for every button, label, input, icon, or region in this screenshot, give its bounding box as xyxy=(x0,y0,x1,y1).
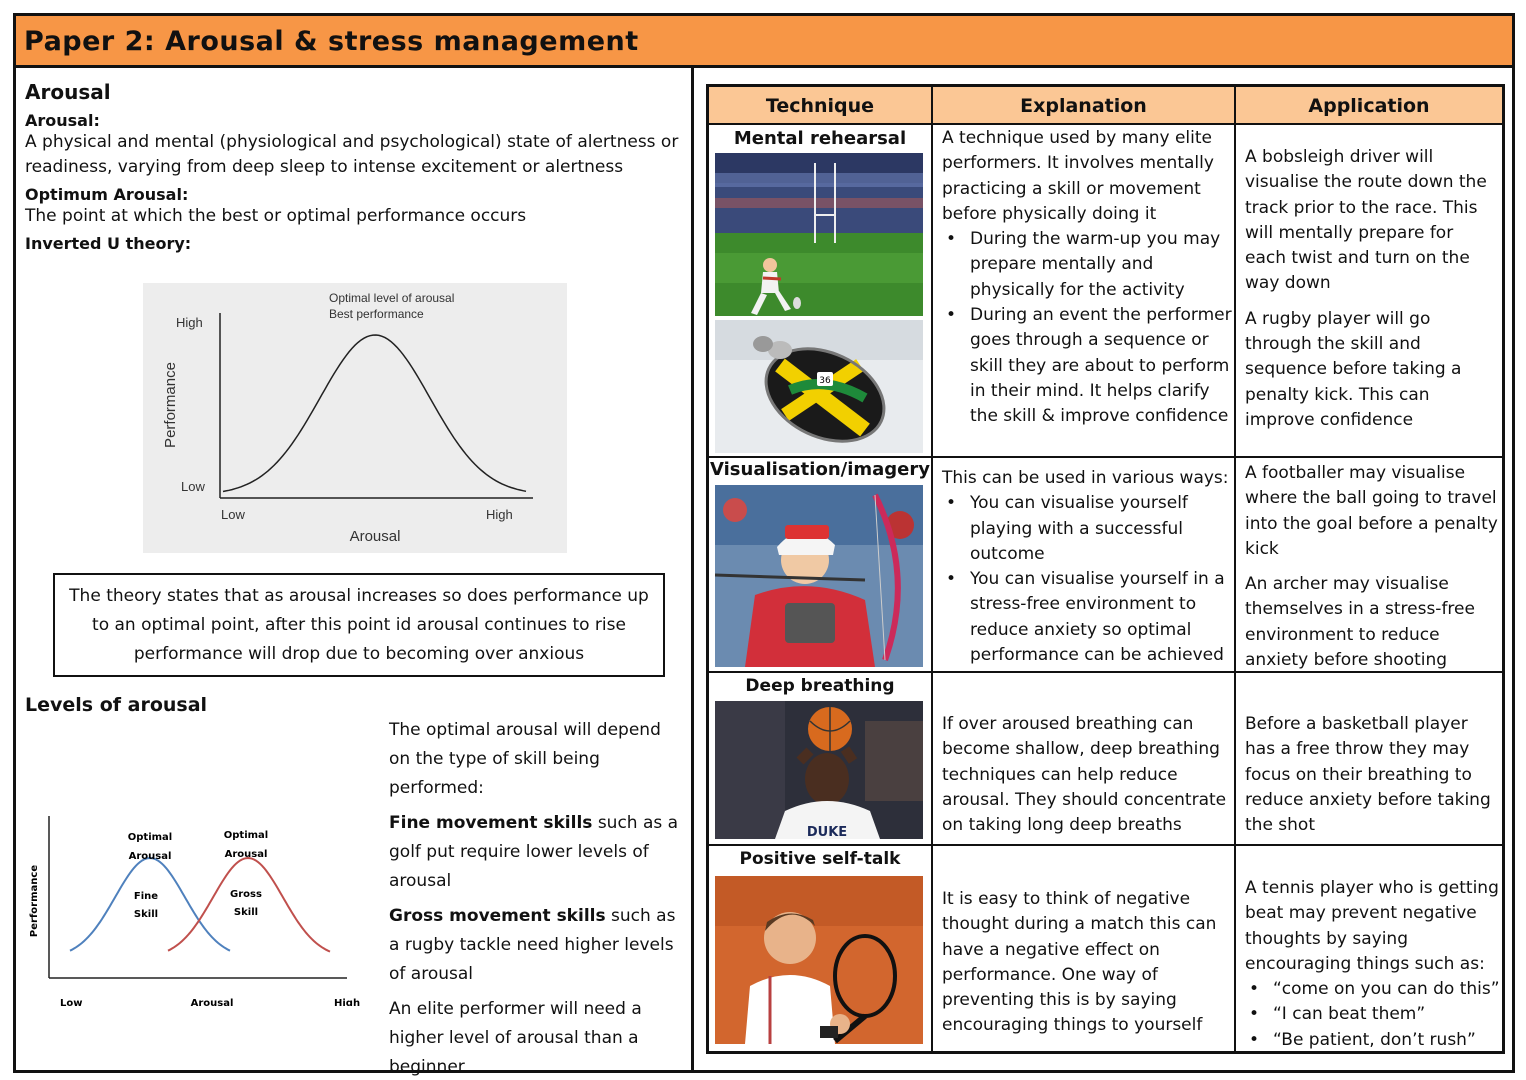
technique-visualisation: Visualisation/imagery xyxy=(710,459,930,480)
application-paragraph: A footballer may visualise where the ball going to travel into the goal before a penalty kick xyxy=(1245,463,1498,559)
annotation-line-2: Best performance xyxy=(329,307,424,321)
gross-movement-paragraph xyxy=(389,902,684,989)
arousal-definition-title: Arousal: xyxy=(25,111,100,130)
theory-line-3: performance will drop due to becoming over anxious xyxy=(133,644,585,664)
levels-of-arousal-chart xyxy=(25,806,365,1006)
levels-x-label: Arousal xyxy=(190,998,234,1006)
theory-line-2: to an optimal point, after this point id arousal continues to rise xyxy=(92,615,626,635)
gross-label-1: Gross xyxy=(230,889,262,900)
col-divider-1 xyxy=(931,87,933,1051)
rugby-kicker-photo xyxy=(715,153,923,316)
page-title: Paper 2: Arousal & stress management xyxy=(24,26,639,57)
fine-skill-curve xyxy=(70,858,230,951)
bullet-item: • During the warm-up you may prepare mentally and physically for the activity xyxy=(942,227,1232,303)
gross-movement-bold: Gross movement skills xyxy=(389,906,606,926)
gross-skill-curve xyxy=(168,858,330,952)
opt2-line2: Arousal xyxy=(224,849,268,860)
bullet-item: • “I can beat them” xyxy=(1245,1002,1501,1027)
gross-movement-rest: such as a rugby tackle need higher levels of arousal xyxy=(389,906,676,984)
archer-photo xyxy=(715,485,923,667)
inverted-u-title: Inverted U theory: xyxy=(25,234,192,253)
levels-title: Levels of arousal xyxy=(25,694,208,716)
explanation-bullets xyxy=(942,491,1232,668)
column-divider xyxy=(691,68,694,1073)
elite-paragraph: An elite performer will need a higher level of arousal than a beginner xyxy=(389,999,642,1077)
levels-y-label: Performance xyxy=(29,864,40,938)
inverted-u-svg xyxy=(143,283,567,553)
explanation-bullets xyxy=(942,227,1232,429)
bullet-item: • “come on you can do this” xyxy=(1245,977,1501,1002)
technique-deep-breathing: Deep breathing xyxy=(745,676,895,696)
fine-movement-rest: such as a golf put require lower levels of arousal xyxy=(389,813,679,891)
basketball-player-photo xyxy=(715,701,923,839)
explanation-deep-breathing: If over aroused breathing can become shallow, deep breathing techniques can help reduce arousal. They should concentrate on taking long deep breaths xyxy=(942,714,1227,836)
theory-line-1: The theory states that as arousal increases so does performance up xyxy=(69,586,649,606)
application-bullets xyxy=(1245,977,1501,1053)
explanation-mental-rehearsal xyxy=(942,126,1232,430)
optimum-arousal-text: The point at which the best or optimal performance occurs xyxy=(25,206,527,226)
opt1-line2: Arousal xyxy=(128,851,172,862)
col-divider-2 xyxy=(1234,87,1236,1051)
application-paragraph: A rugby player will go through the skill and sequence before taking a penalty kick. This can improve confidence xyxy=(1245,308,1462,430)
levels-explanation xyxy=(389,716,684,1080)
application-paragraph: A bobsleigh driver will visualise the route down the track prior to the race. This will mentally prepare for each twist and turn on the way down xyxy=(1245,147,1487,294)
bullet-item: • “Be patient, don’t rush” xyxy=(1245,1028,1501,1053)
application-intro: A tennis player who is getting beat may prevent negative thoughts by saying encouraging things such as: xyxy=(1245,878,1499,974)
techniques-table xyxy=(706,84,1505,1054)
opt2-line1: Optimal xyxy=(223,830,269,841)
opt1-line1: Optimal xyxy=(127,832,173,843)
technique-positive-self-talk: Positive self-talk xyxy=(739,849,901,869)
bullet-item: • During an event the performer goes through a sequence or skill they are about to perform in their mind. It helps clarify the skill & improve confidence xyxy=(942,303,1232,429)
page-frame xyxy=(13,13,1515,1077)
application-paragraph: Before a basketball player has a free throw they may focus on their breathing to reduce anxiety before taking the shot xyxy=(1245,714,1491,836)
annotation-line-1: Optimal level of arousal xyxy=(329,291,455,305)
fine-label-2: Skill xyxy=(133,909,159,920)
fine-movement-bold: Fine movement skills xyxy=(389,813,593,833)
arousal-section-title: Arousal xyxy=(25,80,111,104)
page-header xyxy=(16,16,1512,68)
header-application: Application xyxy=(1236,87,1502,125)
explanation-visualisation xyxy=(942,466,1232,668)
bobsleigh-number: 36 xyxy=(819,376,831,386)
fine-movement-paragraph xyxy=(389,809,684,896)
levels-x-high: High xyxy=(334,998,361,1006)
levels-svg xyxy=(25,806,365,1006)
explanation-intro: A technique used by many elite performers. It involves mentally practicing a skill or movement before physically doing it xyxy=(942,128,1214,224)
x-tick-low: Low xyxy=(221,507,245,522)
header-explanation: Explanation xyxy=(933,87,1236,125)
inverted-u-chart xyxy=(143,283,567,553)
bullet-item: • You can visualise yourself playing with a successful outcome xyxy=(942,491,1232,567)
application-mental-rehearsal xyxy=(1245,145,1499,443)
arousal-definition-text: A physical and mental (physiological and psychological) state of alertness or readiness, varying from deep sleep to intense excitement or alertness xyxy=(25,132,679,177)
y-tick-low: Low xyxy=(181,479,205,494)
bobsleigh-photo xyxy=(715,320,923,453)
row-divider-1 xyxy=(709,456,1502,458)
application-visualisation xyxy=(1245,461,1501,683)
application-deep-breathing xyxy=(1245,712,1501,848)
x-axis-label: Arousal xyxy=(349,528,401,545)
jersey-text: DUKE xyxy=(806,825,848,839)
bullet-item: • You can visualise yourself in a stress-free environment to reduce anxiety so optimal performance can be achieved xyxy=(942,567,1232,668)
inverted-u-curve xyxy=(223,335,526,492)
technique-mental-rehearsal: Mental rehearsal xyxy=(733,128,907,149)
y-axis-label: Performance xyxy=(162,362,179,448)
fine-label-1: Fine xyxy=(133,891,159,902)
arousal-section xyxy=(25,80,685,253)
y-tick-high: High xyxy=(176,315,203,330)
explanation-intro: This can be used in various ways: xyxy=(942,468,1229,488)
header-technique: Technique xyxy=(709,87,933,125)
levels-x-low: Low xyxy=(60,998,83,1006)
gross-label-2: Skill xyxy=(233,907,259,918)
theory-box xyxy=(53,573,665,677)
levels-intro: The optimal arousal will depend on the type of skill being performed: xyxy=(389,720,661,798)
optimum-arousal-title: Optimum Arousal: xyxy=(25,185,189,204)
x-tick-high: High xyxy=(486,507,513,522)
application-positive-self-talk xyxy=(1245,876,1501,1053)
application-paragraph: An archer may visualise themselves in a stress-free environment to reduce anxiety before shooting xyxy=(1245,574,1475,671)
tennis-player-photo xyxy=(715,876,923,1044)
explanation-positive-self-talk: It is easy to think of negative thought during a match this can have a negative effect on performance. One way of preventing this is by saying encouraging things to yourself xyxy=(942,889,1217,1036)
